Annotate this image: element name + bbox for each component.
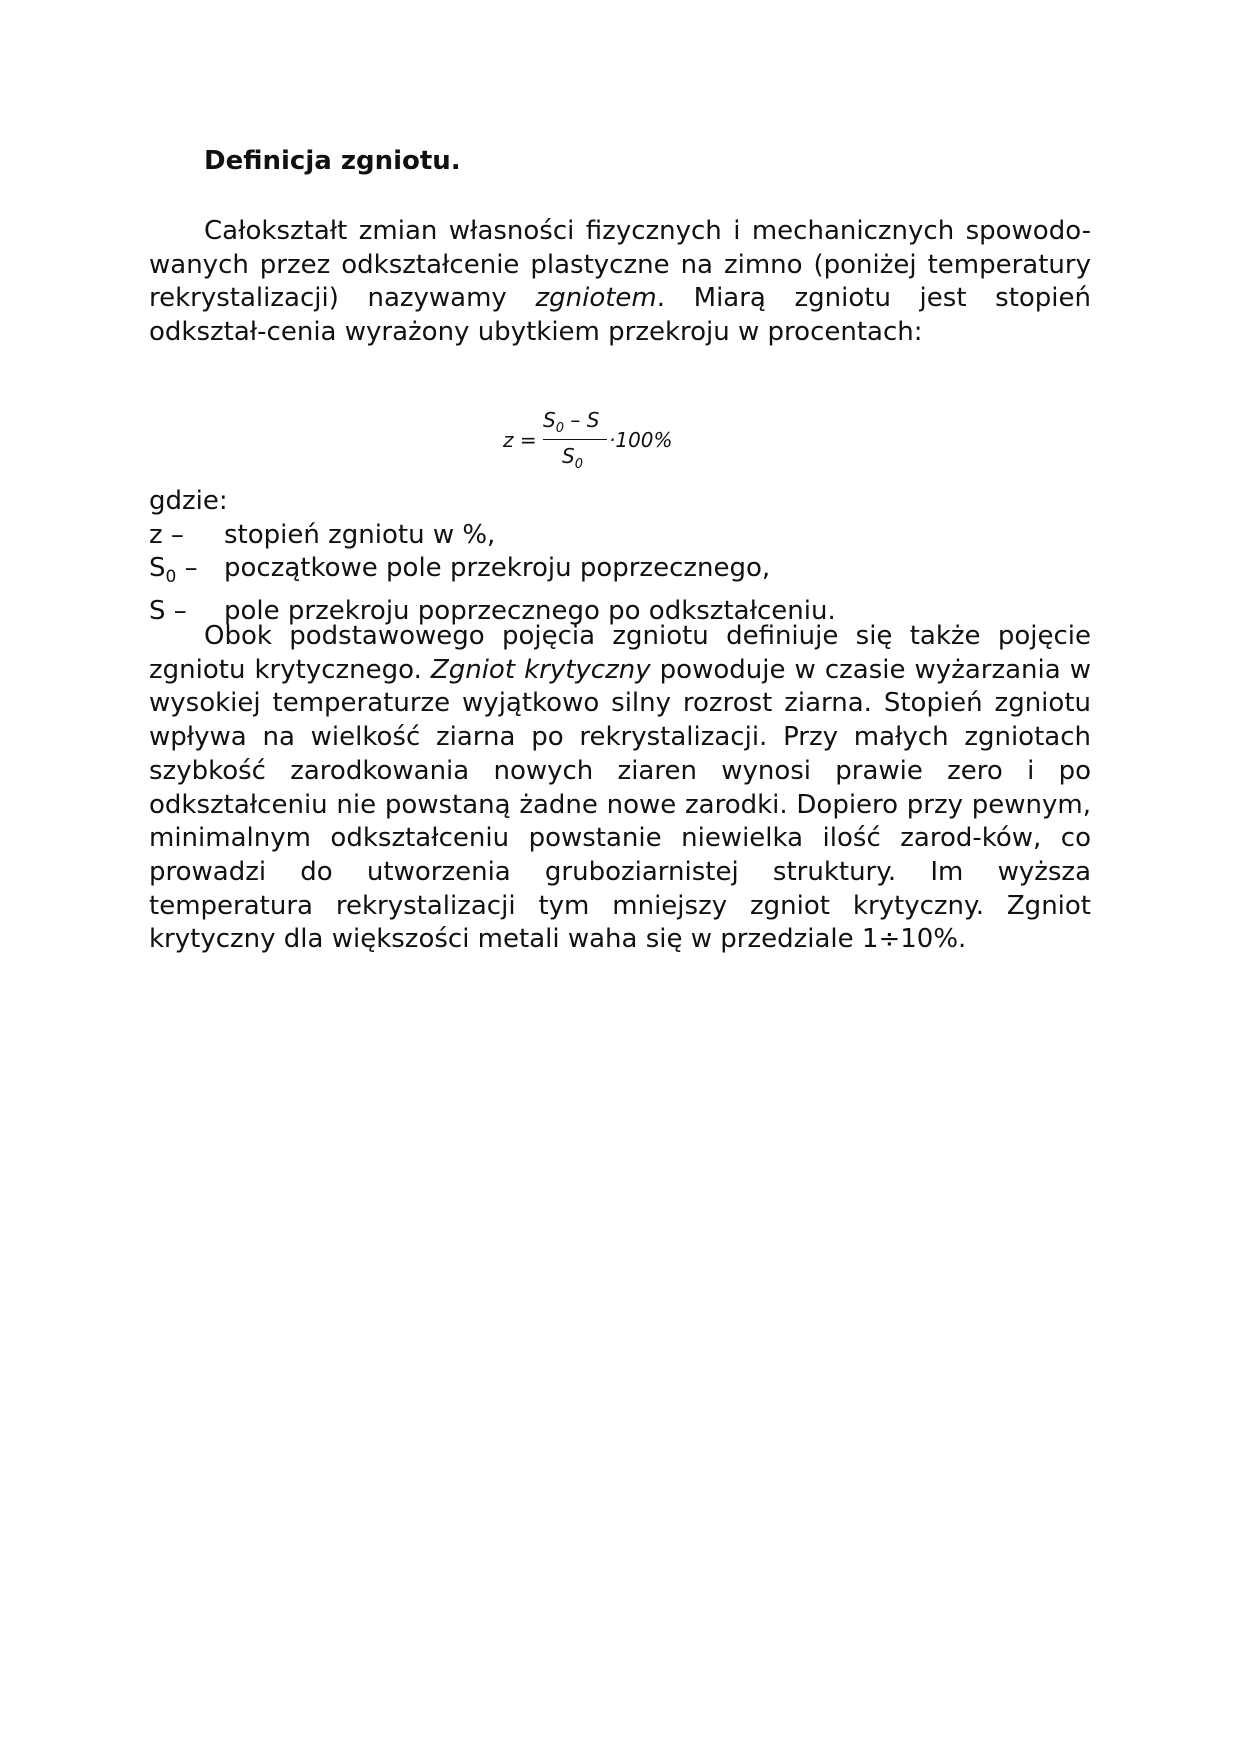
- formula-lhs: z =: [503, 428, 537, 452]
- emphasis-term: Zgniot krytyczny: [430, 654, 651, 685]
- list-item: [149, 519, 1091, 553]
- definition-text: początkowe pole przekroju poprzecznego,: [224, 553, 771, 584]
- paragraph-text: powoduje w czasie wyżarzania w wysokiej temperaturze wyjątkowo silny rozrost ziarna. Stopień zgniotu wpływa na wielkość ziarna po rekrystalizacji. Przy małych zgniotach szybkość zarodkowania nowych ziaren wynosi prawie zero i po odkształceniu nie powstaną żadne nowe zarodki. Dopiero przy pewnym, minimalnym odkształceniu powstanie niewielka ilość zarod-ków, co prowadzi do utworzenia gruboziarnistej struktury. Im wyższa temperatura rekrystalizacji tym mniejszy zgniot krytyczny. Zgniot krytyczny dla większości metali waha się w przedziale 1÷10%.: [149, 654, 1091, 955]
- paragraph-text: . Miarą zgniotu jest stopień odkształ-cenia wyrażony ubytkiem przekroju w procentach:: [149, 283, 1092, 348]
- fraction-bar: [543, 439, 607, 440]
- paragraph-text: Obok podstawowego pojęcia zgniotu definiuje się także pojęcie zgniotu krytycznego.: [149, 621, 1091, 685]
- symbol: S –: [149, 596, 187, 627]
- paragraph-text: Całokształt zmian własności fizycznych i mechanicznych spowodo-wanych przez odkształcenie plastyczne na zimno (poniżej temperatury rekrystalizacji) nazywamy: [149, 216, 1091, 314]
- formula-numerator: $S_0$ – S: [543, 408, 600, 436]
- definition-text: pole przekroju poprzecznego po odkształceniu.: [224, 596, 836, 627]
- paragraph-critical-deformation: [149, 620, 1091, 957]
- definitions-intro: gdzie:: [149, 486, 228, 516]
- list-item: [149, 552, 1091, 595]
- formula-rhs: ·100%: [609, 428, 673, 452]
- symbol: $S_0$ –: [149, 553, 198, 588]
- definitions-list: [149, 485, 1091, 629]
- symbol: z –: [149, 519, 184, 550]
- formula-denominator: $S_0$: [562, 444, 583, 472]
- definition-text: stopień zgniotu w %,: [224, 519, 496, 550]
- paragraph-definition: [149, 215, 1091, 350]
- emphasis-term: zgniotem: [535, 283, 657, 314]
- formula: [503, 404, 683, 474]
- page-title: Definicja zgniotu.: [204, 146, 461, 176]
